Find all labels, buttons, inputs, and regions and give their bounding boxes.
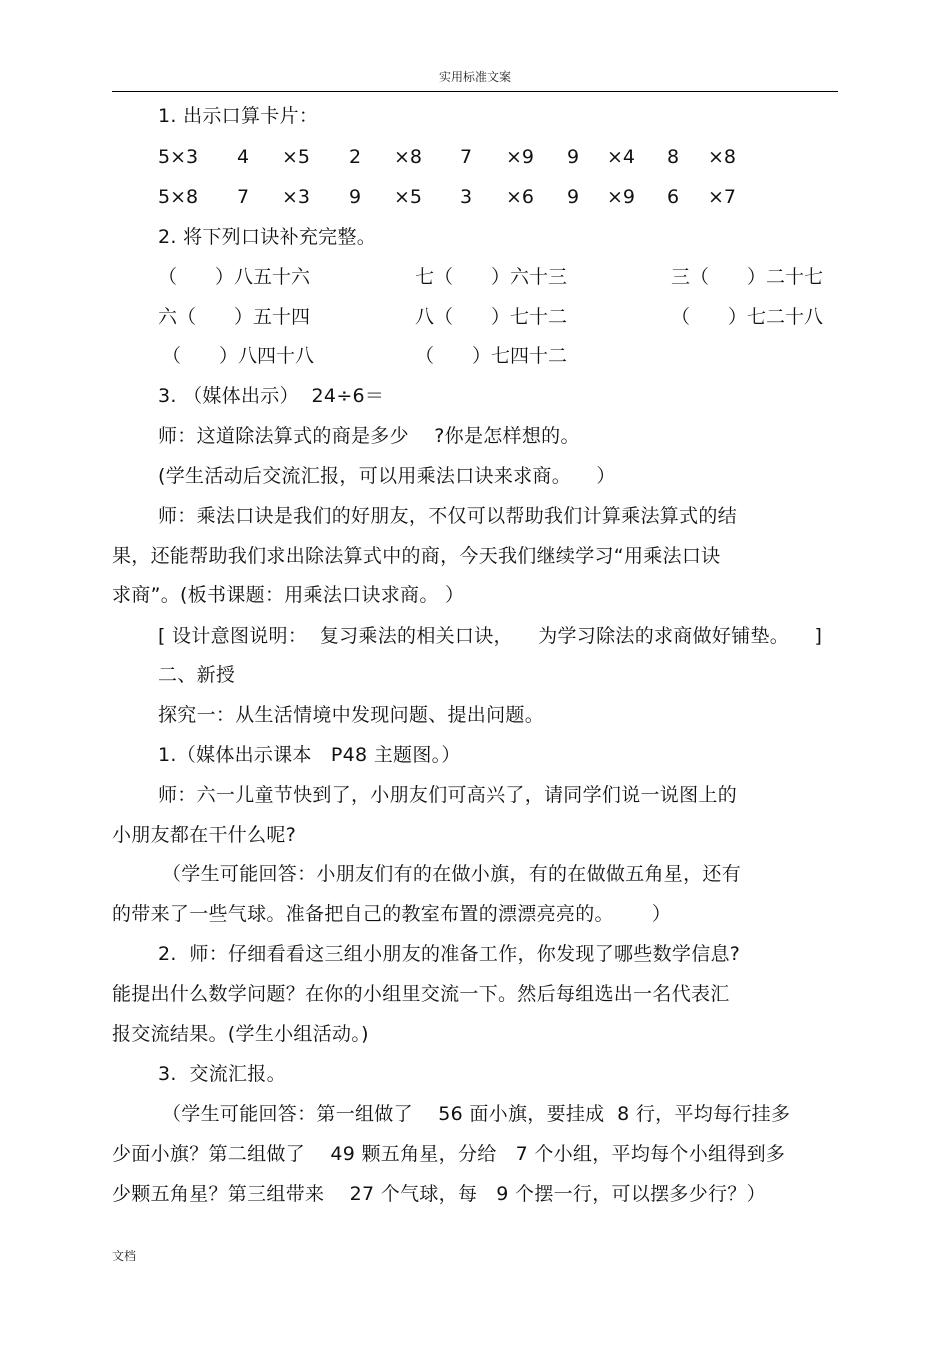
math-item: ×4: [607, 146, 636, 168]
paragraph-line: 2. 师：仔细看看这三组小朋友的准备工作，你发现了哪些数学信息?: [158, 943, 741, 965]
paragraph-line: 少颗五角星？第三组带来 27 个气球，每 9 个摆一行，可以摆多少行？）: [112, 1183, 766, 1205]
math-item: 8: [667, 146, 680, 168]
paragraph-line: 果，还能帮助我们求出除法算式中的商，今天我们继续学习“用乘法口诀: [112, 545, 721, 567]
math-item: ×5: [394, 186, 423, 208]
paragraph-line: 师：六一儿童节快到了，小朋友们可高兴了，请同学们说一说图上的: [158, 784, 738, 806]
explore-heading: 探究一：从生活情境中发现问题、提出问题。: [158, 704, 545, 726]
math-item: 9: [349, 186, 362, 208]
fill-blank-item: 六（ ）五十四: [158, 306, 311, 328]
math-item: 6: [667, 186, 680, 208]
paragraph-line: 3. 交流汇报。: [158, 1063, 286, 1085]
fill-blank-item: （ ）七四十二: [415, 345, 568, 367]
paragraph-line: 求商”。(板书课题：用乘法口诀求商。 ）: [112, 584, 465, 606]
fill-blank-item: （ ）八四十八: [162, 345, 315, 367]
paragraph-line: （学生可能回答：小朋友们有的在做小旗，有的在做做五角星，还有: [162, 863, 742, 885]
paragraph-line: 师：这道除法算式的商是多少 ?你是怎样想的。: [158, 425, 580, 447]
paragraph-line: （学生可能回答：第一组做了 56 面小旗，要挂成 8 行，平均每行挂多: [162, 1103, 791, 1125]
math-item: 2: [349, 146, 362, 168]
fill-blank-item: （ ）七二十八: [671, 306, 824, 328]
paragraph-line: 1.（媒体出示课本 P48 主题图。）: [158, 744, 461, 766]
math-item: ×9: [607, 186, 636, 208]
paragraph-line: (学生活动后交流汇报，可以用乘法口诀来求商。 ）: [158, 465, 616, 487]
fill-blank-item: 三（ ）二十七: [671, 266, 824, 288]
fill-blank-item: 八（ ）七十二: [415, 306, 568, 328]
math-item: ×5: [282, 146, 311, 168]
section-2-heading: 2. 将下列口诀补充完整。: [158, 226, 377, 248]
math-item: ×9: [506, 146, 535, 168]
paragraph-line: 的带来了一些气球。准备把自己的教室布置的漂漂亮亮的。 ）: [112, 903, 672, 925]
math-item: ×7: [708, 186, 737, 208]
math-item: ×6: [506, 186, 535, 208]
math-item: 5×8: [158, 186, 199, 208]
paragraph-line: 3. （媒体出示） 24÷6＝: [158, 385, 385, 407]
design-note: [ 设计意图说明： 复习乘法的相关口诀， 为学习除法的求商做好铺垫。 ]: [158, 625, 823, 647]
header-divider: [112, 91, 838, 92]
page-header: 实用标准文案: [438, 70, 511, 84]
math-item: ×8: [394, 146, 423, 168]
math-item: 3: [460, 186, 473, 208]
math-item: 7: [237, 186, 250, 208]
fill-blank-item: 七（ ）六十三: [415, 266, 568, 288]
math-item: ×3: [282, 186, 311, 208]
page-footer: 文档: [112, 1249, 137, 1263]
paragraph-line: 能提出什么数学问题？在你的小组里交流一下。然后每组选出一名代表汇: [112, 983, 730, 1005]
section-1-heading: 1. 出示口算卡片：: [158, 105, 319, 127]
paragraph-line: 师：乘法口诀是我们的好朋友，不仅可以帮助我们计算乘法算式的结: [158, 505, 738, 527]
section-heading: 二、新授: [158, 664, 236, 686]
math-item: 9: [567, 146, 580, 168]
paragraph-line: 少面小旗？第二组做了 49 颗五角星，分给 7 个小组，平均每个小组得到多: [112, 1143, 786, 1165]
fill-blank-item: （ ）八五十六: [158, 266, 311, 288]
math-item: 9: [567, 186, 580, 208]
math-item: 5×3: [158, 146, 199, 168]
math-item: 4: [237, 146, 250, 168]
math-item: 7: [460, 146, 473, 168]
paragraph-line: 小朋友都在干什么呢?: [112, 824, 297, 846]
math-item: ×8: [708, 146, 737, 168]
paragraph-line: 报交流结果。(学生小组活动。): [112, 1023, 369, 1045]
